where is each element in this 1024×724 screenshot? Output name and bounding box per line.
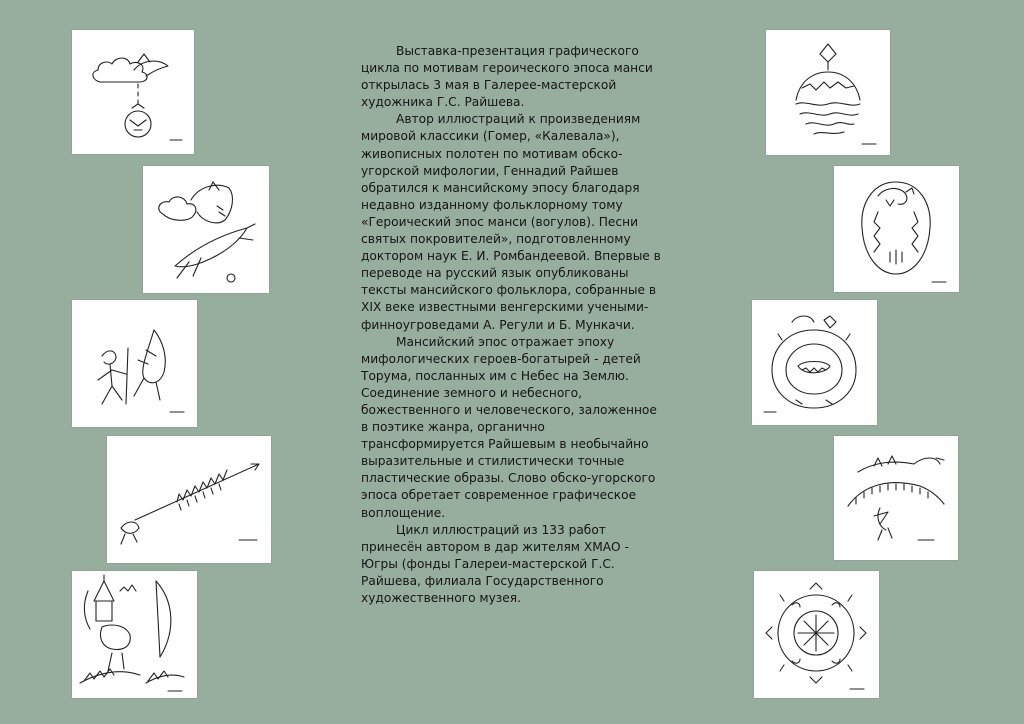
arrow-flight-drawing [107,436,271,563]
serpent-shield-drawing [834,166,959,292]
article-paragraph: Цикл иллюстраций из 133 работ принесён автором в дар жителям ХМАО - Югры (фонды Галереи-мастерской Г.С. Райшева, филиала Государственного художественного музея. [361,522,629,605]
round-world-drawing [752,300,877,425]
artwork-card-house-bow [72,571,197,698]
artwork-card-bird-fish [143,166,269,293]
artwork-card-circle-ornament [754,571,879,698]
cloud-and-pouch-drawing [72,30,194,154]
artwork-card-round-world [752,300,877,425]
article-paragraph: Автор иллюстраций к произведениям мировой классики (Гомер, «Калевала»), живописных полотен по мотивам обско-угорской мифологии, Геннадий Райшев обратился к мансийскому эпосу благодаря недавно изданному фольклорному тому «Героический эпос манси (вогулов). Песни святых покровителей», подготовленному доктором наук Е. И. Ромбандеевой. Впервые в переводе на русский язык опубликованы тексты мансийского фольклора, собранные в XIX веке известными венгерскими учеными-финноугроведами А. Регули и Б. Мункачи. [361,112,661,332]
bird-over-hill-drawing [834,436,958,560]
artwork-card-arrow [107,436,271,563]
warriors-drawing [72,300,197,427]
bird-and-fish-drawing [143,166,269,293]
artwork-card-sun-waters [766,30,890,155]
article-paragraph: Мансийский эпос отражает эпоху мифологических героев-богатырей - детей Торума, посланных им с Небес на Землю. Соединение земного и небесного, божественного и человеческого, заложенное в поэтике жанра, органично трансформируется Райшевым в необычайно выразительные и стилистически точные пластические образы. Слово обско-угорского эпоса обретает современное графическое воплощение. [361,334,657,520]
artwork-card-cloud-pouch [72,30,194,154]
house-and-bow-drawing [72,571,197,698]
circle-ornament-drawing [754,571,879,698]
article-text [361,43,661,607]
artwork-card-bird-hill [834,436,958,560]
article-paragraph: Выставка-презентация графического цикла по мотивам героического эпоса манси открылась 3 мая в Галерее-мастерской художника Г.С. Райшева. [361,44,653,110]
artwork-card-serpent-shield [834,166,959,292]
artwork-card-warriors [72,300,197,427]
sun-over-waters-drawing [766,30,890,155]
